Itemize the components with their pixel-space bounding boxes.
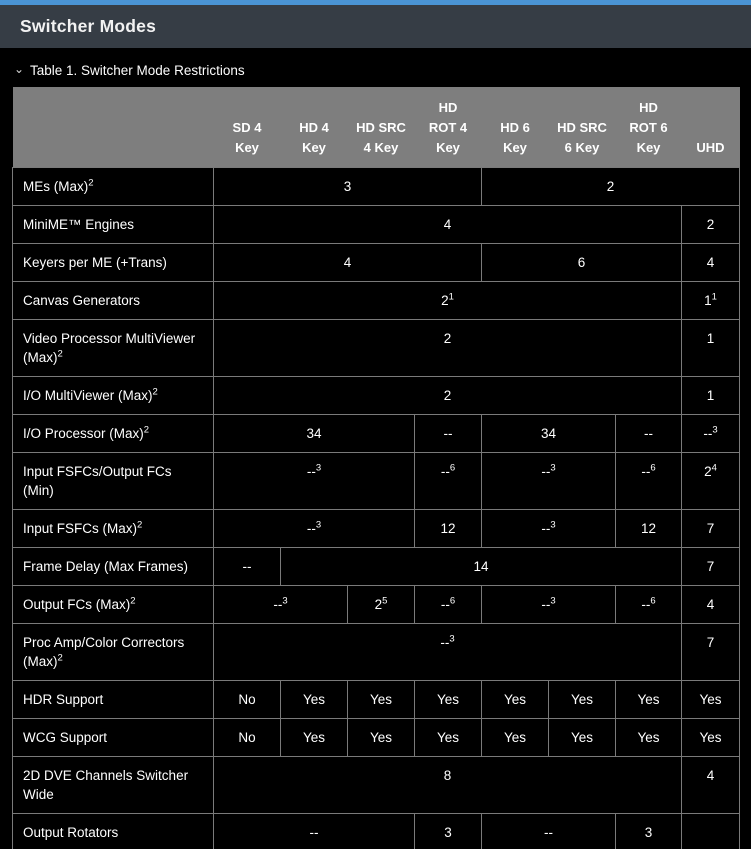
table-cell: Yes: [549, 718, 616, 756]
row-label: HDR Support: [13, 680, 214, 718]
table-cell: No: [214, 680, 281, 718]
table-cell: 3: [415, 813, 482, 849]
table-cell: --$^3$: [214, 585, 348, 623]
table-cell: 4: [214, 243, 482, 281]
row-label: MEs (Max)$^2$: [13, 167, 214, 205]
table-cell: [682, 813, 740, 849]
row-label: Output FCs (Max)$^2$: [13, 585, 214, 623]
table-cell: --$^6$: [616, 452, 682, 509]
table-cell: Yes: [616, 718, 682, 756]
table-row: [13, 167, 740, 205]
row-label: WCG Support: [13, 718, 214, 756]
table-cell: $2^4$: [682, 452, 740, 509]
table-cell: --$^3$: [214, 623, 682, 680]
table-row: [13, 585, 740, 623]
table-row: [13, 414, 740, 452]
table-cell: Yes: [415, 680, 482, 718]
table-row: [13, 718, 740, 756]
table-cell: 6: [482, 243, 682, 281]
table-cell: 4: [682, 585, 740, 623]
table-cell: Yes: [482, 680, 549, 718]
table-row: [13, 623, 740, 680]
table-cell: No: [214, 718, 281, 756]
table-cell: --$^3$: [214, 509, 415, 547]
row-label: Frame Delay (Max Frames): [13, 547, 214, 585]
table-cell: 2: [214, 376, 682, 414]
row-label: Input FSFCs/Output FCs (Min): [13, 452, 214, 509]
table-row: [13, 319, 740, 376]
row-label: Canvas Generators: [13, 281, 214, 319]
table-row: [13, 509, 740, 547]
table-container: [12, 87, 751, 849]
column-header: HD 6 Key: [482, 87, 549, 167]
table-cell: --$^6$: [415, 452, 482, 509]
table-cell: 12: [415, 509, 482, 547]
column-header: HD 4 Key: [281, 87, 348, 167]
column-header-empty: [13, 87, 214, 167]
table-row: [13, 452, 740, 509]
table-cell: 2: [482, 167, 740, 205]
row-label: Video Processor MultiViewer (Max)$^2$: [13, 319, 214, 376]
row-label: I/O Processor (Max)$^2$: [13, 414, 214, 452]
table-cell: $2^1$: [214, 281, 682, 319]
table-cell: 7: [682, 509, 740, 547]
table-cell: Yes: [281, 718, 348, 756]
table-cell: 3: [616, 813, 682, 849]
column-header: HD ROT 6 Key: [616, 87, 682, 167]
table-cell: 1: [682, 376, 740, 414]
table-cell: --$^6$: [616, 585, 682, 623]
table-cell: 7: [682, 547, 740, 585]
row-label: Input FSFCs (Max)$^2$: [13, 509, 214, 547]
table-row: [13, 205, 740, 243]
table-cell: $2^5$: [348, 585, 415, 623]
switcher-mode-table: [12, 87, 740, 849]
row-label: Output Rotators: [13, 813, 214, 849]
table-cell: --: [214, 547, 281, 585]
table-cell: 14: [281, 547, 682, 585]
table-cell: --$^3$: [482, 452, 616, 509]
table-cell: Yes: [348, 718, 415, 756]
table-cell: --: [214, 813, 415, 849]
table-cell: Yes: [682, 680, 740, 718]
table-cell: --: [482, 813, 616, 849]
table-cell: 4: [682, 756, 740, 813]
table-cell: 34: [214, 414, 415, 452]
table-row: [13, 243, 740, 281]
row-label: 2D DVE Channels Switcher Wide: [13, 756, 214, 813]
table-cell: 8: [214, 756, 682, 813]
table-head-row: [13, 87, 740, 167]
table-cell: 2: [682, 205, 740, 243]
column-header: HD SRC 4 Key: [348, 87, 415, 167]
row-label: MiniME™ Engines: [13, 205, 214, 243]
table-cell: 12: [616, 509, 682, 547]
collapse-chevron-icon[interactable]: ⌄: [14, 61, 25, 76]
table-cell: 2: [214, 319, 682, 376]
table-cell: --$^6$: [415, 585, 482, 623]
column-header: SD 4 Key: [214, 87, 281, 167]
table-cell: Yes: [415, 718, 482, 756]
table-cell: Yes: [616, 680, 682, 718]
table-cell: Yes: [281, 680, 348, 718]
row-label: I/O MultiViewer (Max)$^2$: [13, 376, 214, 414]
table-cell: 7: [682, 623, 740, 680]
table-section-header[interactable]: [14, 63, 751, 78]
table-cell: --: [616, 414, 682, 452]
table-cell: Yes: [482, 718, 549, 756]
row-label: Proc Amp/Color Correctors (Max)$^2$: [13, 623, 214, 680]
table-cell: --$^3$: [482, 509, 616, 547]
table-cell: --$^3$: [682, 414, 740, 452]
table-cell: 1: [682, 319, 740, 376]
table-cell: Yes: [682, 718, 740, 756]
table-caption[interactable]: Table 1. Switcher Mode Restrictions: [30, 63, 245, 78]
table-row: [13, 281, 740, 319]
page-header: [0, 5, 751, 48]
column-header: HD ROT 4 Key: [415, 87, 482, 167]
table-cell: --: [415, 414, 482, 452]
column-header: UHD: [682, 87, 740, 167]
row-label: Keyers per ME (+Trans): [13, 243, 214, 281]
table-cell: --$^3$: [214, 452, 415, 509]
table-row: [13, 680, 740, 718]
table-row: [13, 547, 740, 585]
table-row: [13, 376, 740, 414]
table-cell: Yes: [348, 680, 415, 718]
table-cell: 34: [482, 414, 616, 452]
table-cell: Yes: [549, 680, 616, 718]
table-row: [13, 813, 740, 849]
column-header: HD SRC 6 Key: [549, 87, 616, 167]
page-title: Switcher Modes: [20, 16, 157, 36]
table-cell: 4: [214, 205, 682, 243]
table-cell: $1^1$: [682, 281, 740, 319]
table-cell: --$^3$: [482, 585, 616, 623]
table-cell: 3: [214, 167, 482, 205]
table-cell: 4: [682, 243, 740, 281]
table-row: [13, 756, 740, 813]
